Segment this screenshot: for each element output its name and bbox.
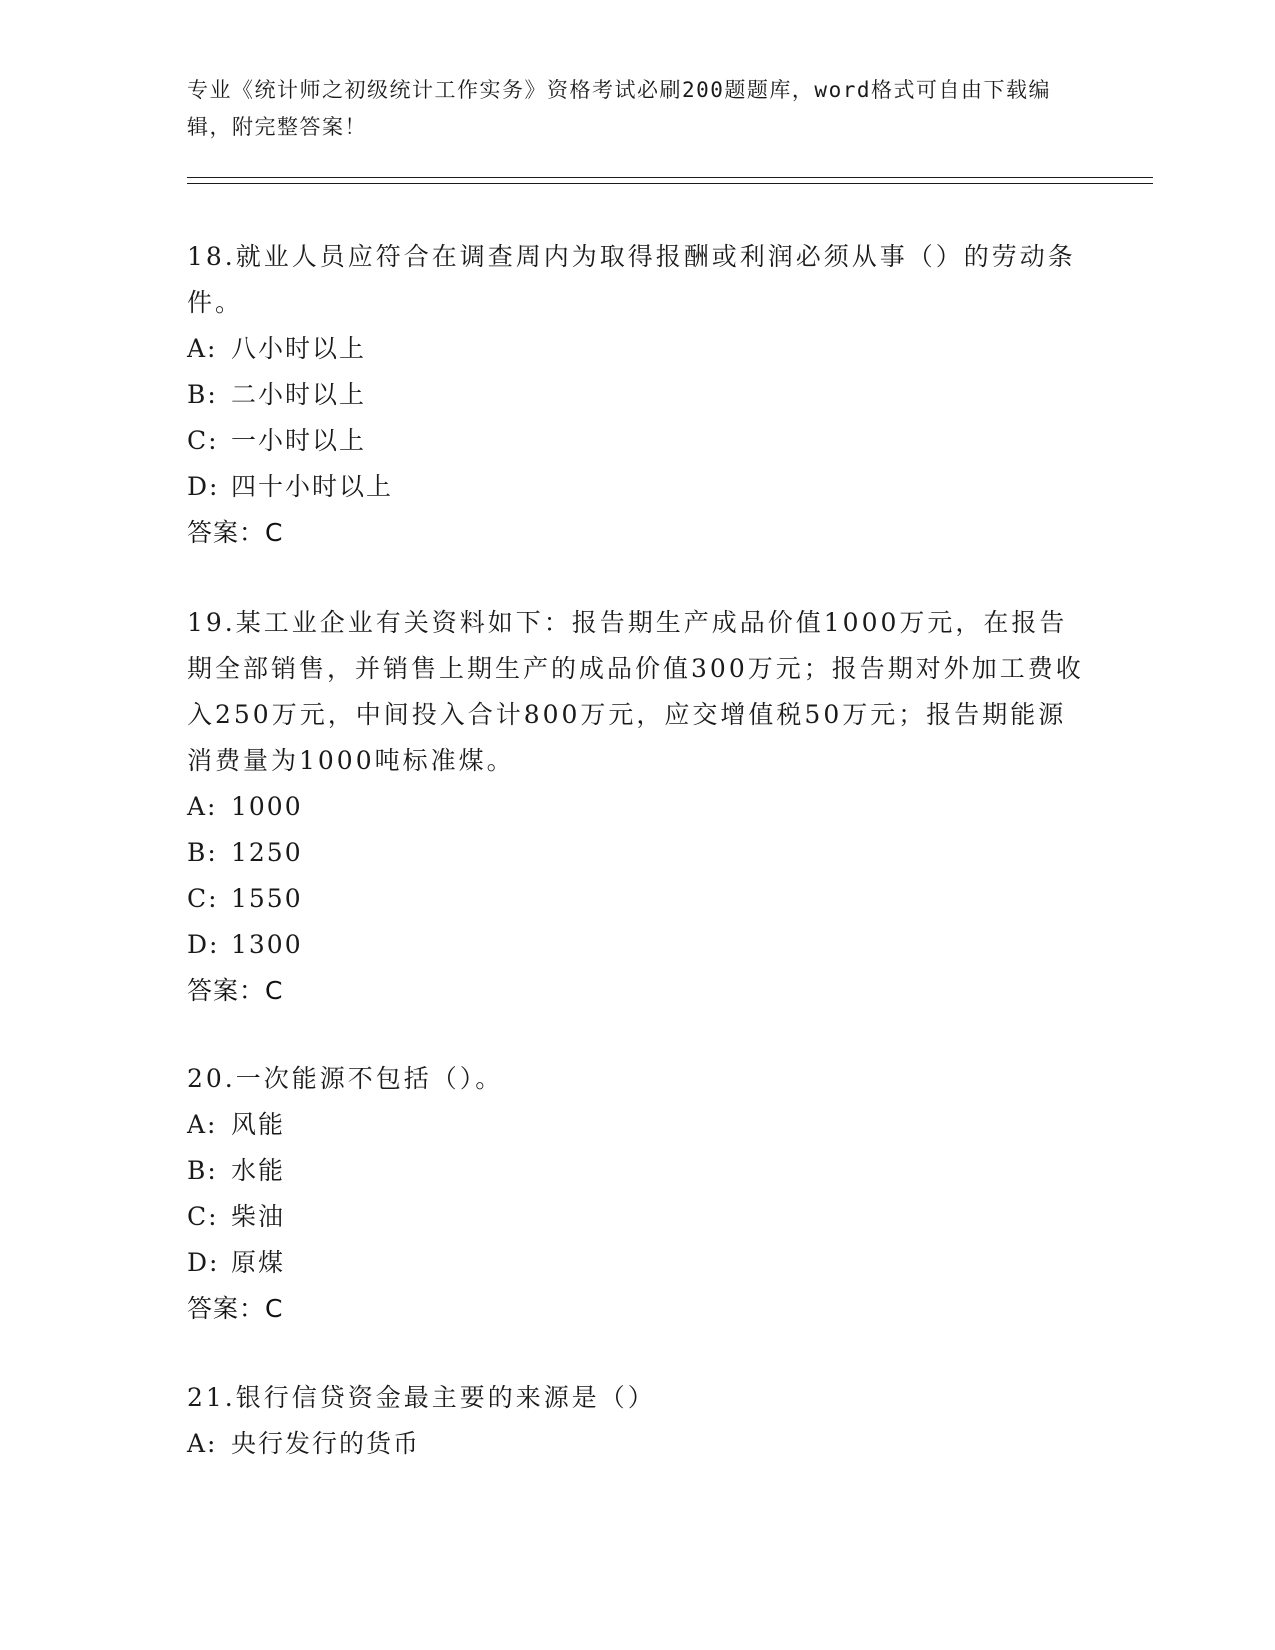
question-19 <box>187 600 1087 1014</box>
answer-line: 答案：C <box>187 1294 284 1323</box>
option-text: 风能 <box>231 1110 286 1139</box>
option-b <box>187 830 1087 876</box>
option-text: 原煤 <box>231 1248 286 1277</box>
option-key: C: <box>187 426 219 455</box>
option-d <box>187 1240 1087 1286</box>
option-key: D: <box>187 1248 220 1277</box>
option-text: 四十小时以上 <box>231 472 394 501</box>
question-21 <box>187 1375 1087 1467</box>
option-b <box>187 1148 1087 1194</box>
option-key: D: <box>187 472 220 501</box>
option-key: A: <box>187 1429 218 1458</box>
document-header: 专业《统计师之初级统计工作实务》资格考试必刷200题题库，word格式可自由下载编辑，附完整答案！ <box>187 78 1051 139</box>
option-key: C: <box>187 884 219 913</box>
question-stem: 20.一次能源不包括（）。 <box>187 1064 504 1093</box>
option-text: 1250 <box>231 838 303 867</box>
option-text: 1300 <box>231 930 303 959</box>
option-a <box>187 784 1087 830</box>
option-d <box>187 922 1087 968</box>
header-rule-top <box>187 177 1153 178</box>
option-text: 二小时以上 <box>231 380 367 409</box>
option-c <box>187 1194 1087 1240</box>
option-d <box>187 464 1087 510</box>
option-c <box>187 418 1087 464</box>
question-20 <box>187 1056 1087 1332</box>
option-key: B: <box>187 380 218 409</box>
option-a <box>187 326 1087 372</box>
option-key: C: <box>187 1202 219 1231</box>
question-stem: 21.银行信贷资金最主要的来源是（） <box>187 1383 656 1412</box>
header-rule-bottom <box>187 183 1153 184</box>
question-stem: 18.就业人员应符合在调查周内为取得报酬或利润必须从事（）的劳动条件。 <box>187 242 1076 317</box>
option-a <box>187 1102 1087 1148</box>
option-text: 水能 <box>231 1156 286 1185</box>
option-key: B: <box>187 1156 218 1185</box>
option-key: B: <box>187 838 218 867</box>
question-18 <box>187 234 1087 556</box>
option-key: A: <box>187 792 218 821</box>
option-key: A: <box>187 1110 218 1139</box>
option-text: 一小时以上 <box>231 426 367 455</box>
question-stem: 19.某工业企业有关资料如下：报告期生产成品价值1000万元，在报告期全部销售，并销售上期生产的成品价值300万元；报告期对外加工费收入250万元，中间投入合计800万元，应交增值税50万元；报告期能源消费量为1000吨标准煤。 <box>187 608 1084 775</box>
option-text: 央行发行的货币 <box>231 1429 421 1458</box>
option-a <box>187 1421 1087 1467</box>
option-key: D: <box>187 930 220 959</box>
answer-line: 答案：C <box>187 518 284 547</box>
option-text: 1550 <box>231 884 303 913</box>
option-text: 1000 <box>231 792 303 821</box>
option-key: A: <box>187 334 218 363</box>
answer-line: 答案：C <box>187 976 284 1005</box>
option-c <box>187 876 1087 922</box>
option-text: 柴油 <box>231 1202 286 1231</box>
option-text: 八小时以上 <box>231 334 367 363</box>
option-b <box>187 372 1087 418</box>
